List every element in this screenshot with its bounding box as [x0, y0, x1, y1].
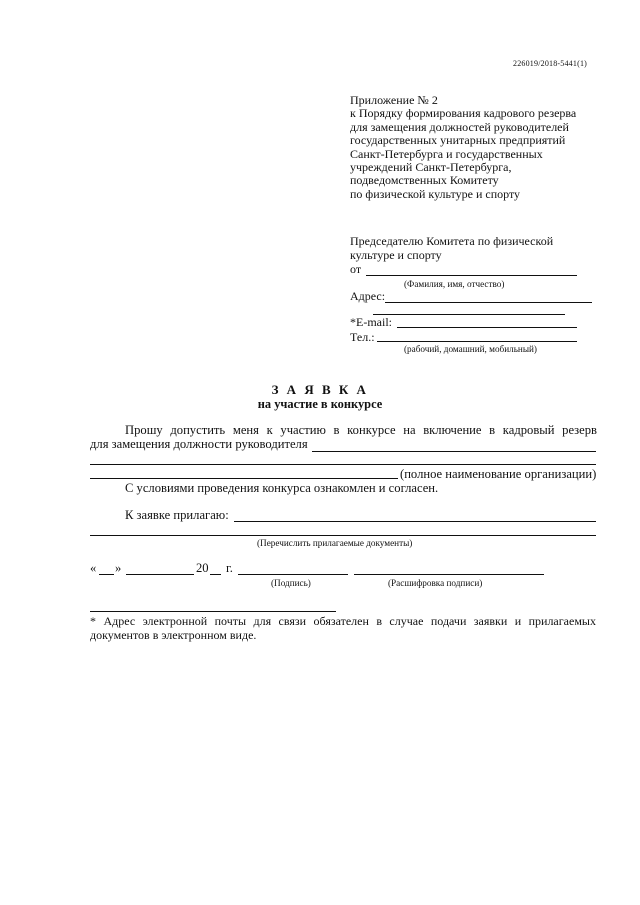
date-open-quote: « [90, 561, 97, 575]
address-label: Адрес: [350, 289, 386, 303]
name-field-line[interactable] [366, 275, 577, 276]
signature-decode-hint: (Расшифровка подписи) [388, 578, 483, 588]
date-close-quote: » [115, 561, 122, 575]
appendix-line: Приложение № 2 [350, 93, 438, 107]
email-label: *E-mail: [350, 315, 392, 329]
appendix-line: Санкт-Петербурга и государственных [350, 146, 543, 161]
document-number: 226019/2018-5441(1) [513, 59, 588, 68]
appendix-line: для замещения должностей руководителей [350, 119, 569, 134]
appendix-line: учреждений Санкт-Петербурга, [350, 160, 512, 175]
address-field-line-2[interactable] [373, 314, 565, 315]
appendix-line: к Порядку формирования кадрового резерва [350, 106, 577, 121]
address-field-line[interactable] [385, 302, 592, 303]
document-title: З А Я В К А [271, 382, 369, 397]
footnote-separator [90, 611, 336, 612]
organization-hint: (полное наименование организации) [400, 467, 597, 481]
phone-hint: (рабочий, домашний, мобильный) [404, 344, 537, 354]
year-field-line[interactable] [210, 574, 221, 575]
year-prefix: 20 [196, 561, 209, 575]
organization-field-line[interactable] [90, 464, 596, 465]
footnote-text: * Адрес электронной почты для связи обязателен в случае подачи заявки и прилагаемых документов в электронном виде. [90, 614, 596, 642]
attachments-hint: (Перечислить прилагаемые документы) [257, 538, 413, 548]
appendix-line: государственных унитарных предприятий [350, 133, 566, 148]
phone-label: Тел.: [350, 330, 375, 344]
attachments-field-line[interactable] [234, 521, 596, 522]
request-text-line-1: Прошу допустить меня к участию в конкурсе на включение в кадровый резерв [125, 423, 597, 437]
attachments-label: К заявке прилагаю: [125, 508, 229, 522]
organization-field-line-2[interactable] [90, 478, 398, 479]
appendix-line: по физической культуре и спорту [350, 186, 521, 201]
document-subtitle: на участие в конкурсе [257, 397, 383, 411]
position-field-line[interactable] [312, 451, 596, 452]
name-hint: (Фамилия, имя, отчество) [404, 279, 505, 289]
appendix-block [350, 94, 576, 201]
addressee-line-2: культуре и спорту [350, 248, 442, 262]
request-text-line-2: для замещения должности руководителя [90, 437, 308, 451]
attachments-field-line-2[interactable] [90, 535, 596, 536]
month-field-line[interactable] [126, 574, 194, 575]
signature-hint: (Подпись) [271, 578, 311, 588]
appendix-line: подведомственных Комитету [350, 173, 499, 188]
phone-field-line[interactable] [377, 341, 577, 342]
addressee-line-1: Председателю Комитета по физической [350, 234, 554, 248]
day-field-line[interactable] [99, 574, 114, 575]
from-label: от [350, 262, 362, 276]
signature-decode-field-line[interactable] [354, 574, 544, 575]
year-suffix: г. [226, 561, 233, 575]
agreement-text: С условиями проведения конкурса ознакомлен и согласен. [125, 481, 439, 495]
signature-field-line[interactable] [238, 574, 348, 575]
email-field-line[interactable] [397, 327, 577, 328]
